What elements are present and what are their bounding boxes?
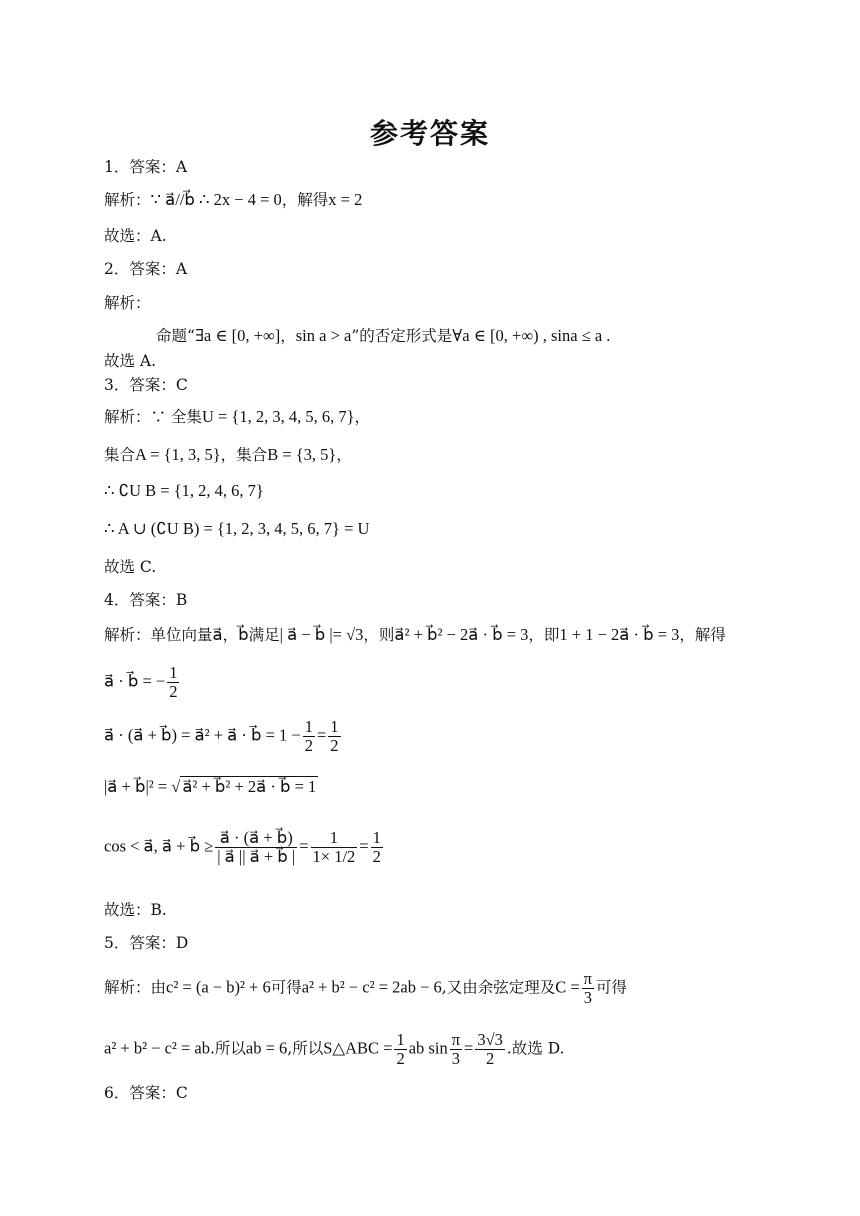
q3-line2-math-a: A = {1, 3, 5} (135, 445, 221, 464)
q5-line1 (104, 970, 627, 1007)
q4-line1-b: ， (222, 626, 239, 644)
q4-line5-lhs: cos < a⃗, a⃗ + b⃗ ≥ (104, 836, 214, 856)
q5-line2-num1: 1 (396, 1030, 405, 1049)
q5-line1-math1: c² = (a − b)² + 6 (166, 977, 271, 997)
q5-line2-eq: = (464, 1038, 474, 1058)
q4-line5-den1: | a⃗ || a⃗ + b⃗ | (217, 847, 296, 866)
q4-line3-lhs: a⃗ · (a⃗ + b⃗) = a⃗² + a⃗ · b⃗ = 1 − (104, 725, 301, 745)
q4-line2-den: 2 (169, 682, 178, 701)
q4-line5-eq1: = (299, 836, 309, 856)
q1-analysis (104, 189, 362, 211)
q4-line5-den2: 1× 1/2 (312, 847, 356, 866)
q4-line5-frac2 (311, 829, 358, 866)
q4-line5-den3: 2 (372, 847, 381, 866)
q4-line1-vec-a: a⃗ (212, 625, 223, 644)
q2-statement-math3: ∀a ∈ [0, +∞) , sina ≤ a . (452, 326, 611, 345)
q5-line1-math2: a² + b² − c² = 2ab − 6 (301, 977, 442, 997)
q4-line3 (104, 718, 343, 755)
q3-line1-math: U = {1, 2, 3, 4, 5, 6, 7} (201, 407, 355, 426)
q5-line2-den2: 3 (451, 1049, 460, 1068)
q1-analysis-mid: ，解得 (281, 191, 329, 209)
q4-line2-lhs: a⃗ · b⃗ = − (104, 671, 166, 691)
q1-analysis-result: x = 2 (328, 190, 363, 209)
q2-statement-b: ， (280, 327, 296, 345)
q5-line1-d: 可得 (596, 978, 628, 997)
q4-line3-num1: 1 (304, 717, 313, 736)
q4-line1-vec-b: b⃗ (238, 625, 249, 644)
q5-line2-c: .故选 D. (506, 1039, 565, 1058)
q4-line3-frac1 (303, 718, 315, 755)
q5-line2-frac2 (450, 1031, 462, 1068)
q3-choose: 故选 C. (104, 558, 157, 576)
q5-line1-num: π (583, 969, 592, 988)
q5-line2-a: .所以 (209, 1039, 246, 1058)
q5-line2-den1: 2 (396, 1049, 405, 1068)
q3-line2-suffix: ， (336, 446, 352, 464)
q5-line1-math3: C = (555, 977, 580, 997)
q5-line2-frac3 (475, 1031, 505, 1068)
q5-line1-a: 解析：由 (104, 978, 167, 997)
q4-line1-a: 解析：单位向量 (104, 626, 213, 644)
q4-line3-num2: 1 (330, 717, 339, 736)
q1-analysis-math: ∵ a⃗//b⃗ ∴ 2x − 4 = 0 (150, 190, 282, 209)
q3-line3: ∴ ∁U B = {1, 2, 4, 6, 7} (104, 481, 264, 500)
q1-choose: 故选：A. (104, 227, 167, 245)
q4-line3-eq: = (316, 725, 327, 745)
q4-line4-sqrt: a⃗² + b⃗² + 2a⃗ · b⃗ = 1 (182, 777, 317, 796)
q5-line2-b: ,所以 (287, 1039, 324, 1058)
q2-choose: 故选 A. (104, 352, 157, 370)
q3-line2 (104, 444, 352, 466)
q5-line1-b: 可得 (270, 978, 302, 997)
q5-line2-num2: π (451, 1030, 461, 1049)
q4-line5 (104, 829, 385, 866)
q4-line5-frac3 (371, 829, 383, 866)
q1-analysis-prefix: 解析： (104, 191, 151, 209)
q4-line1-f: ，解得 (679, 626, 726, 644)
q3-line2-a: 集合 (104, 446, 136, 464)
q3-line2-b: ，集合 (220, 446, 268, 464)
q3-line2-math-b: B = {3, 5} (267, 445, 337, 464)
q5-line2-mid: ab sin (408, 1038, 448, 1058)
q4-line1-c: 满足 (248, 626, 280, 644)
q4-line3-den2: 2 (330, 736, 339, 755)
q5-line2-math3: S△ABC = (323, 1038, 393, 1058)
q4-line1-math1: | a⃗ − b⃗ |= √3 (279, 625, 364, 644)
q3-line1 (104, 406, 370, 428)
q5-line1-den: 3 (583, 988, 592, 1007)
q5-line2-den3: 2 (486, 1049, 495, 1068)
q4-line5-num2: 1 (311, 829, 358, 848)
q5-line1-c: ,又由余弦定理及 (441, 978, 556, 997)
q4-line3-frac2 (328, 718, 340, 755)
q1-answer: 1．答案：A (104, 158, 188, 176)
q4-line5-frac1 (215, 829, 297, 866)
q2-answer: 2．答案：A (104, 260, 188, 278)
q5-line2-frac1 (394, 1031, 406, 1068)
q5-line2 (104, 1031, 565, 1068)
q4-line5-num3: 1 (372, 828, 381, 847)
q3-answer: 3．答案：C (104, 376, 188, 394)
q5-line2-num3: 3√3 (477, 1030, 503, 1049)
q5-answer: 5．答案：D (104, 934, 189, 952)
q5-line2-math2: ab = 6 (245, 1038, 288, 1058)
q6-answer: 6．答案：C (104, 1084, 188, 1102)
q4-line2-num: 1 (169, 663, 178, 682)
q4-line1-math3: 1 + 1 − 2a⃗ · b⃗ = 3 (559, 625, 680, 644)
q3-line4: ∴ A ∪ (∁U B) = {1, 2, 3, 4, 5, 6, 7} = U (104, 519, 370, 538)
q4-line3-den1: 2 (304, 736, 313, 755)
q4-line1-e: ，即 (528, 626, 560, 644)
q4-line5-eq2: = (359, 836, 369, 856)
q4-line2 (104, 664, 181, 701)
q4-line4: |a⃗ + b⃗|² = √ a⃗² + b⃗² + 2a⃗ · b⃗ = 1 (104, 777, 317, 796)
q4-answer: 4．答案：B (104, 591, 188, 609)
q2-statement (156, 325, 610, 347)
q4-choose: 故选：B. (104, 901, 167, 919)
q2-statement-math2: sin a > a (295, 326, 352, 345)
q3-line1-prefix: 解析：∵ 全集 (104, 408, 202, 426)
page-title: 参考答案 (369, 117, 490, 150)
q3-line1-suffix: ， (354, 408, 371, 426)
q4-line1-d: ，则 (363, 626, 395, 644)
q2-statement-a: 命题“ (156, 327, 195, 345)
q5-line1-frac (582, 970, 594, 1007)
q2-analysis: 解析： (104, 294, 151, 312)
q2-statement-c: ”的否定形式是 (351, 327, 453, 345)
q4-line1-math2: a⃗² + b⃗² − 2a⃗ · b⃗ = 3 (394, 625, 529, 644)
q4-line4-lhs: |a⃗ + b⃗|² = (104, 777, 168, 796)
q4-line2-frac (167, 664, 179, 701)
q2-statement-math1: ∃a ∈ [0, +∞] (194, 326, 281, 345)
q4-line5-num1: a⃗ · (a⃗ + b⃗) (215, 829, 297, 848)
q5-line2-math1: a² + b² − c² = ab (104, 1038, 210, 1058)
q4-line1 (104, 624, 726, 646)
